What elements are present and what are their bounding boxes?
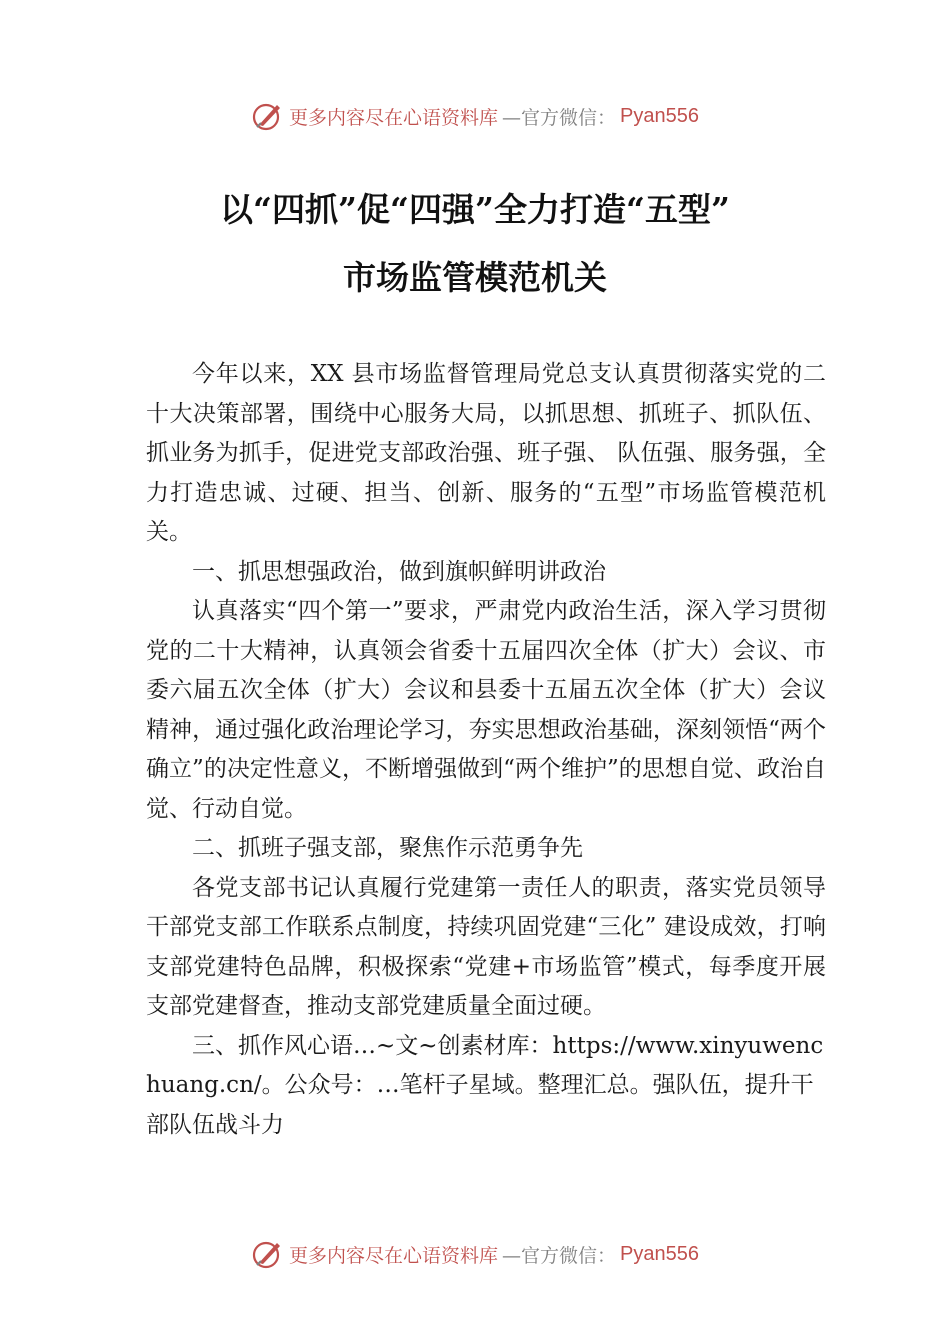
watermark-main-text: 更多内容尽在心语资料库 (289, 1244, 499, 1267)
watermark-footer (0, 1234, 950, 1274)
paragraph-intro: 今年以来，XX 县市场监督管理局党总支认真贯彻落实党的二十大决策部署，围绕中心服务大局，以抓思想、抓班子、抓队伍、抓业务为抓手，促进党支部政治强、班子强、 队伍强、服务强，全力打造忠诚、过硬、担当、创新、服务的“五型”市场监管模范机关。 (146, 361, 826, 545)
section-heading-3: 三、抓作风心语…~文~创素材库：https://www.xinyuwenchuang.cn/。公众号：…笔杆子星域。整理汇总。强队伍，提升干部队伍战斗力 (146, 1032, 824, 1138)
document-body (146, 355, 826, 1145)
quill-logo-icon (251, 99, 285, 133)
document-title-line-2: 市场监管模范机关 (343, 258, 607, 297)
paragraph-section-2: 各党支部书记认真履行党建第一责任人的职责，落实党员领导干部党支部工作联系点制度，持续巩固党建“三化” 建设成效，打响支部党建特色品牌，积极探索“党建+市场监管”模式，每季度开展支部党建督查，推动支部党建质量全面过硬。 (146, 874, 826, 1019)
watermark-wechat-id: Pyan556 (620, 104, 699, 127)
section-heading-1: 一、抓思想强政治，做到旗帜鲜明讲政治 (192, 558, 606, 585)
document-title-line-1: 以“四抓”促“四强”全力打造“五型” (220, 190, 730, 229)
section-heading-2: 二、抓班子强支部，聚焦作示范勇争先 (192, 835, 583, 861)
watermark-main-text: 更多内容尽在心语资料库 (289, 106, 499, 129)
watermark-sub-text: —官方微信： (502, 106, 617, 129)
quill-logo-icon (251, 1237, 285, 1271)
watermark-header (0, 96, 950, 136)
watermark-sub-text: —官方微信： (502, 1244, 617, 1267)
paragraph-section-1: 认真落实“四个第一”要求，严肃党内政治生活，深入学习贯彻党的二十大精神，认真领会省委十五届四次全体（扩大）会议、市委六届五次全体（扩大）会议和县委十五届五次全体（扩大）会议精神，通过强化政治理论学习，夯实思想政治基础，深刻领悟“两个确立”的决定性意义，不断增强做到“两个维护”的思想自觉、政治自觉、行动自觉。 (146, 598, 826, 822)
watermark-wechat-id: Pyan556 (620, 1242, 699, 1265)
